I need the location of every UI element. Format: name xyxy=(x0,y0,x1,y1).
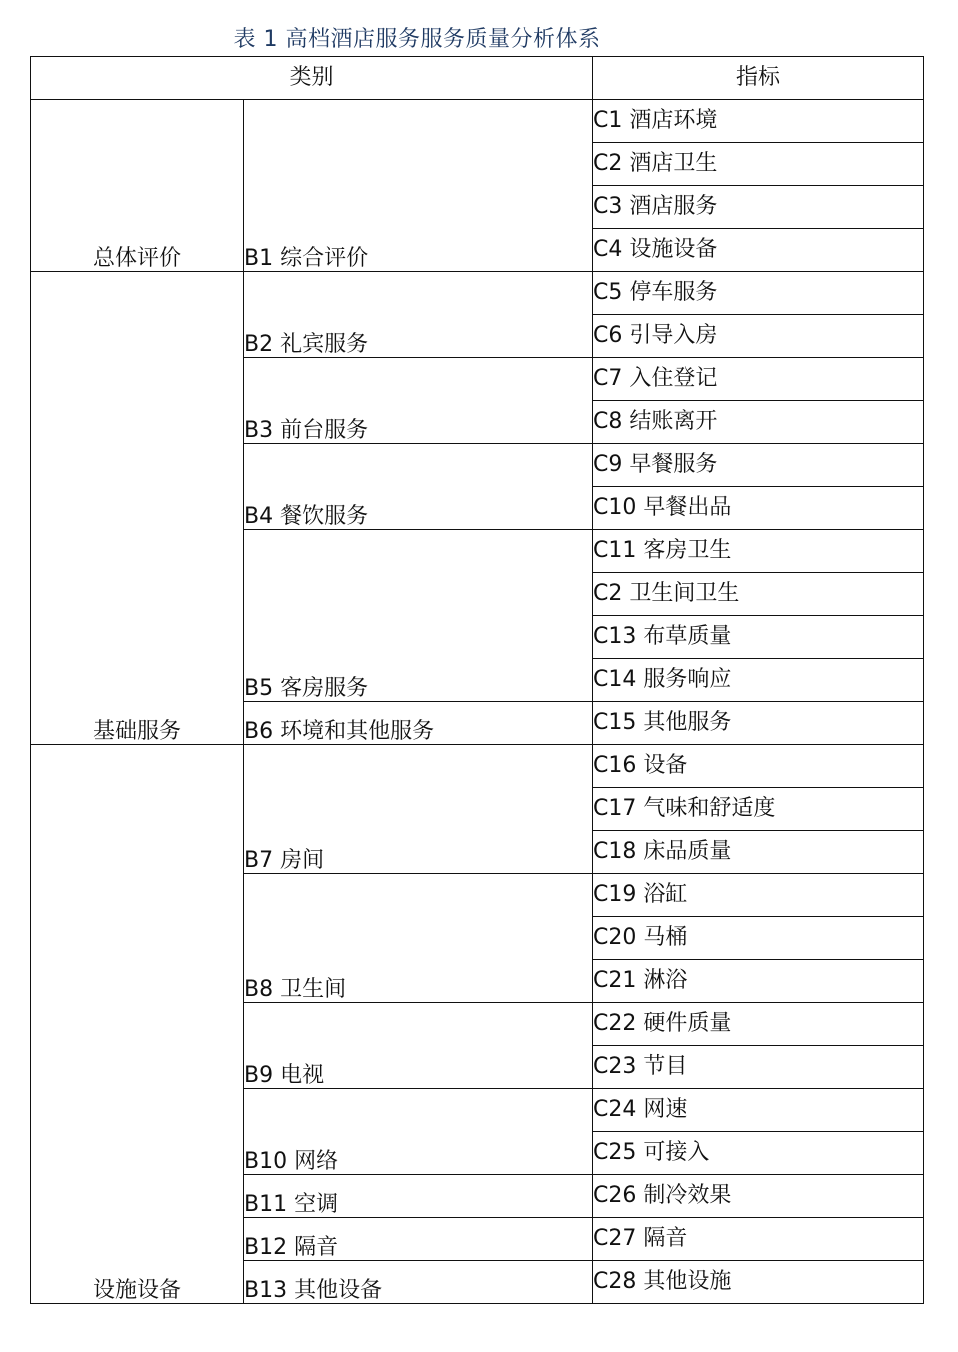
header-indicator: 指标 xyxy=(593,57,924,100)
indicator-cell: C2 酒店卫生 xyxy=(593,143,924,186)
indicator-cell: C21 淋浴 xyxy=(593,960,924,1003)
indicator-cell: C25 可接入 xyxy=(593,1132,924,1175)
category-level1-cell: 基础服务 xyxy=(31,272,244,745)
indicator-cell: C23 节目 xyxy=(593,1046,924,1089)
category-level2-cell: B11 空调 xyxy=(244,1175,593,1218)
indicator-cell: C22 硬件质量 xyxy=(593,1003,924,1046)
indicator-cell: C8 结账离开 xyxy=(593,401,924,444)
indicator-cell: C16 设备 xyxy=(593,745,924,788)
indicator-cell: C20 马桶 xyxy=(593,917,924,960)
category-level2-cell: B5 客房服务 xyxy=(244,530,593,702)
indicator-cell: C13 布草质量 xyxy=(593,616,924,659)
table-body xyxy=(31,100,924,1304)
indicator-cell: C24 网速 xyxy=(593,1089,924,1132)
category-level1-cell: 总体评价 xyxy=(31,100,244,272)
indicator-cell: C27 隔音 xyxy=(593,1218,924,1261)
indicator-cell: C6 引导入房 xyxy=(593,315,924,358)
category-level2-cell: B1 综合评价 xyxy=(244,100,593,272)
table-caption: 表 1 高档酒店服务服务质量分析体系 xyxy=(233,27,601,52)
category-level2-cell: B12 隔音 xyxy=(244,1218,593,1261)
category-level2-cell: B2 礼宾服务 xyxy=(244,272,593,358)
indicator-cell: C18 床品质量 xyxy=(593,831,924,874)
category-level2-cell: B13 其他设备 xyxy=(244,1261,593,1304)
indicator-cell: C17 气味和舒适度 xyxy=(593,788,924,831)
indicator-cell: C1 酒店环境 xyxy=(593,100,924,143)
table-header-row xyxy=(31,57,924,100)
category-level2-cell: B3 前台服务 xyxy=(244,358,593,444)
indicator-cell: C5 停车服务 xyxy=(593,272,924,315)
table-row xyxy=(31,745,924,788)
category-level2-cell: B9 电视 xyxy=(244,1003,593,1089)
indicator-cell: C14 服务响应 xyxy=(593,659,924,702)
category-level2-cell: B7 房间 xyxy=(244,745,593,874)
category-level2-cell: B10 网络 xyxy=(244,1089,593,1175)
indicator-cell: C7 入住登记 xyxy=(593,358,924,401)
indicator-cell: C15 其他服务 xyxy=(593,702,924,745)
indicator-cell: C26 制冷效果 xyxy=(593,1175,924,1218)
indicator-cell: C19 浴缸 xyxy=(593,874,924,917)
category-level2-cell: B8 卫生间 xyxy=(244,874,593,1003)
indicator-cell: C28 其他设施 xyxy=(593,1261,924,1304)
indicator-cell: C4 设施设备 xyxy=(593,229,924,272)
header-category: 类别 xyxy=(31,57,593,100)
indicator-cell: C3 酒店服务 xyxy=(593,186,924,229)
category-level2-cell: B4 餐饮服务 xyxy=(244,444,593,530)
indicator-cell: C9 早餐服务 xyxy=(593,444,924,487)
quality-analysis-table xyxy=(30,56,924,1304)
table-row xyxy=(31,100,924,143)
category-level1-cell: 设施设备 xyxy=(31,745,244,1304)
table-row xyxy=(31,272,924,315)
indicator-cell: C11 客房卫生 xyxy=(593,530,924,573)
indicator-cell: C2 卫生间卫生 xyxy=(593,573,924,616)
indicator-cell: C10 早餐出品 xyxy=(593,487,924,530)
category-level2-cell: B6 环境和其他服务 xyxy=(244,702,593,745)
